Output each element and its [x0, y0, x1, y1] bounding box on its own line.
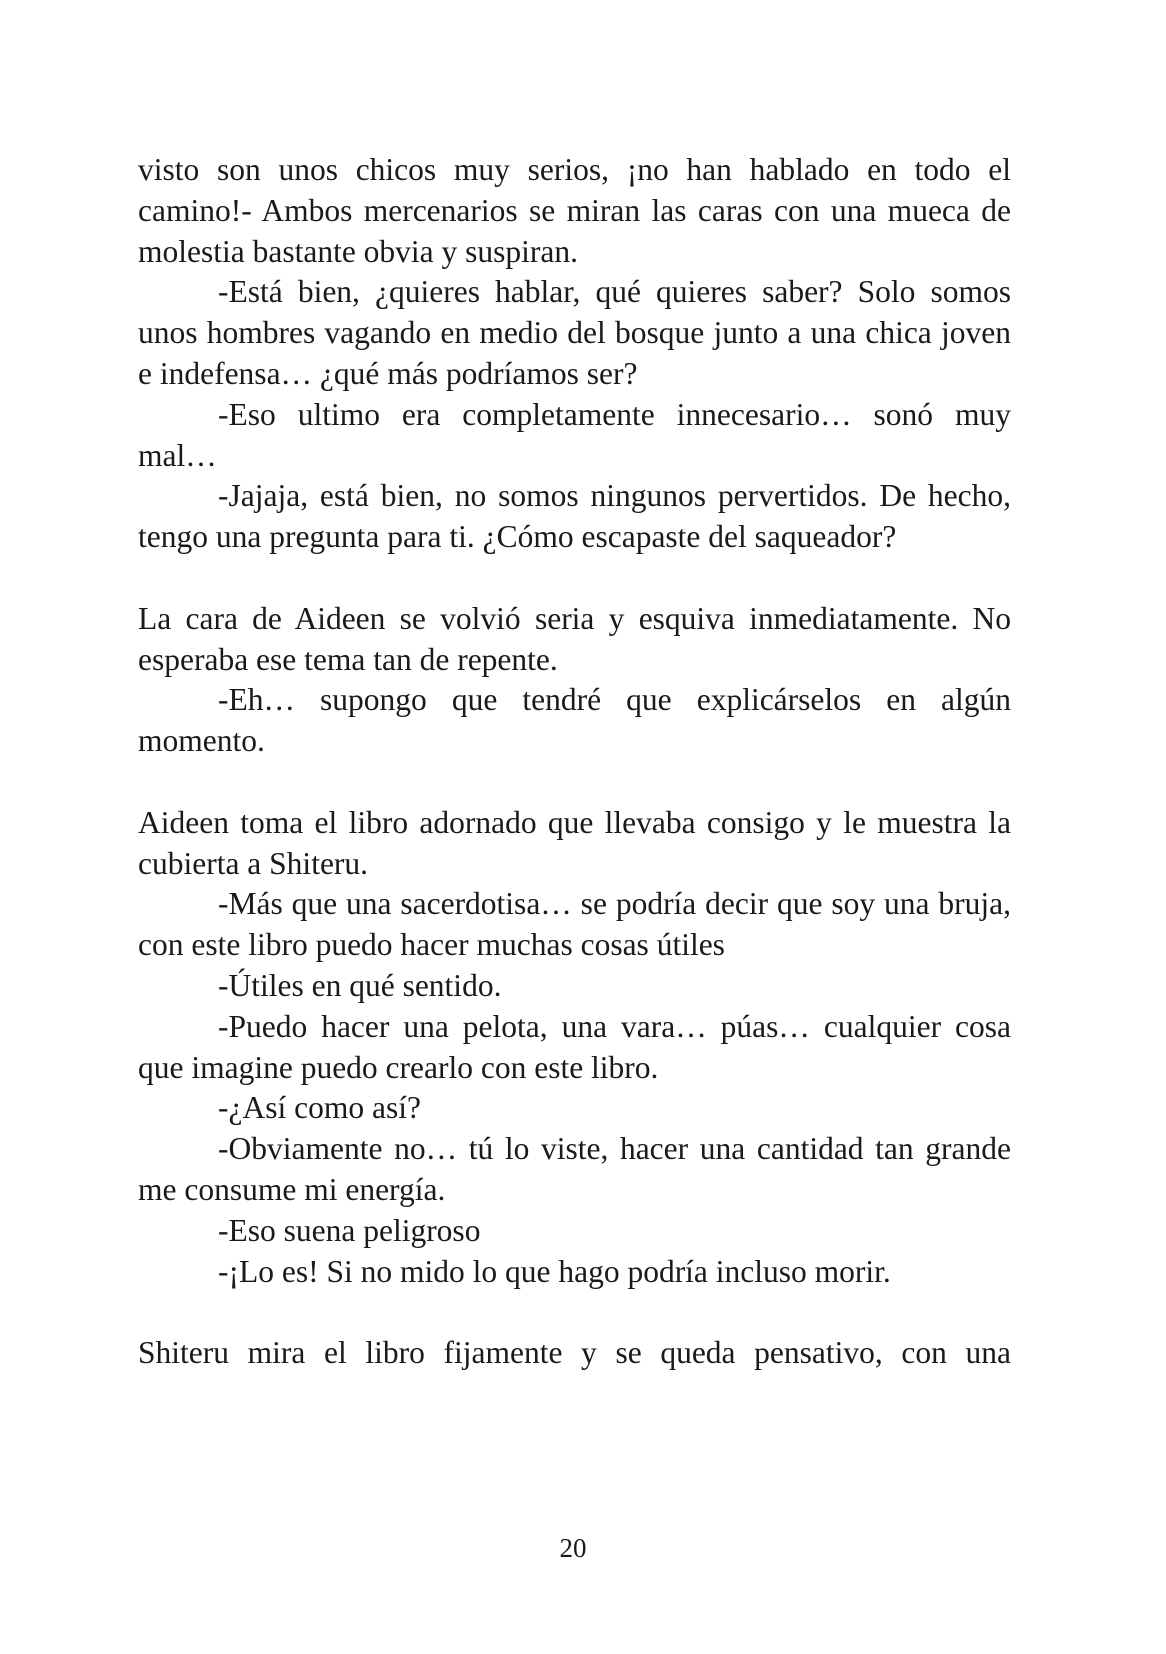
dialogue-line: -Jajaja, está bien, no somos ningunos pervertidos. De hecho, tengo una pregunta para ti. ¿Cómo escapaste del saqueador? [138, 478, 1011, 555]
dialogue-line: -Eso suena peligroso [218, 1212, 481, 1248]
dialogue-line: -Puedo hacer una pelota, una vara… púas… cualquier cosa que imagine puedo crearlo con este libro. [138, 1008, 1011, 1085]
paragraph: Aideen toma el libro adornado que llevaba consigo y le muestra la cubierta a Shiteru. [138, 804, 1011, 881]
body-text [138, 150, 1011, 1374]
dialogue-line: -Obviamente no… tú lo viste, hacer una cantidad tan grande me consume mi energía. [138, 1131, 1011, 1207]
dialogue-line: -Eso ultimo era completamente innecesario… sonó muy mal… [138, 396, 1011, 473]
dialogue-line: -¿Así como así? [218, 1090, 421, 1126]
page-number: 20 [559, 1533, 587, 1563]
paragraph: Shiteru mira el libro fijamente y se queda pensativo, con una [138, 1335, 1011, 1371]
dialogue-line: -Está bien, ¿quieres hablar, qué quieres saber? Solo somos unos hombres vagando en medio del bosque junto a una chica joven e indefensa… ¿qué más podríamos ser? [138, 274, 1011, 391]
dialogue-line: -Eh… supongo que tendré que explicárselos en algún momento. [138, 682, 1011, 759]
dialogue-line: -Útiles en qué sentido. [218, 967, 502, 1003]
paragraph: visto son unos chicos muy serios, ¡no han hablado en todo el camino!- Ambos mercenarios se miran las caras con una mueca de molestia bastante obvia y suspiran. [138, 152, 1011, 269]
dialogue-line: -Más que una sacerdotisa… se podría decir que soy una bruja, con este libro puedo hacer muchas cosas útiles [138, 886, 1011, 963]
paragraph: La cara de Aideen se volvió seria y esquiva inmediatamente. No esperaba ese tema tan de repente. [138, 600, 1011, 677]
dialogue-line: -¡Lo es! Si no mido lo que hago podría incluso morir. [218, 1253, 891, 1289]
